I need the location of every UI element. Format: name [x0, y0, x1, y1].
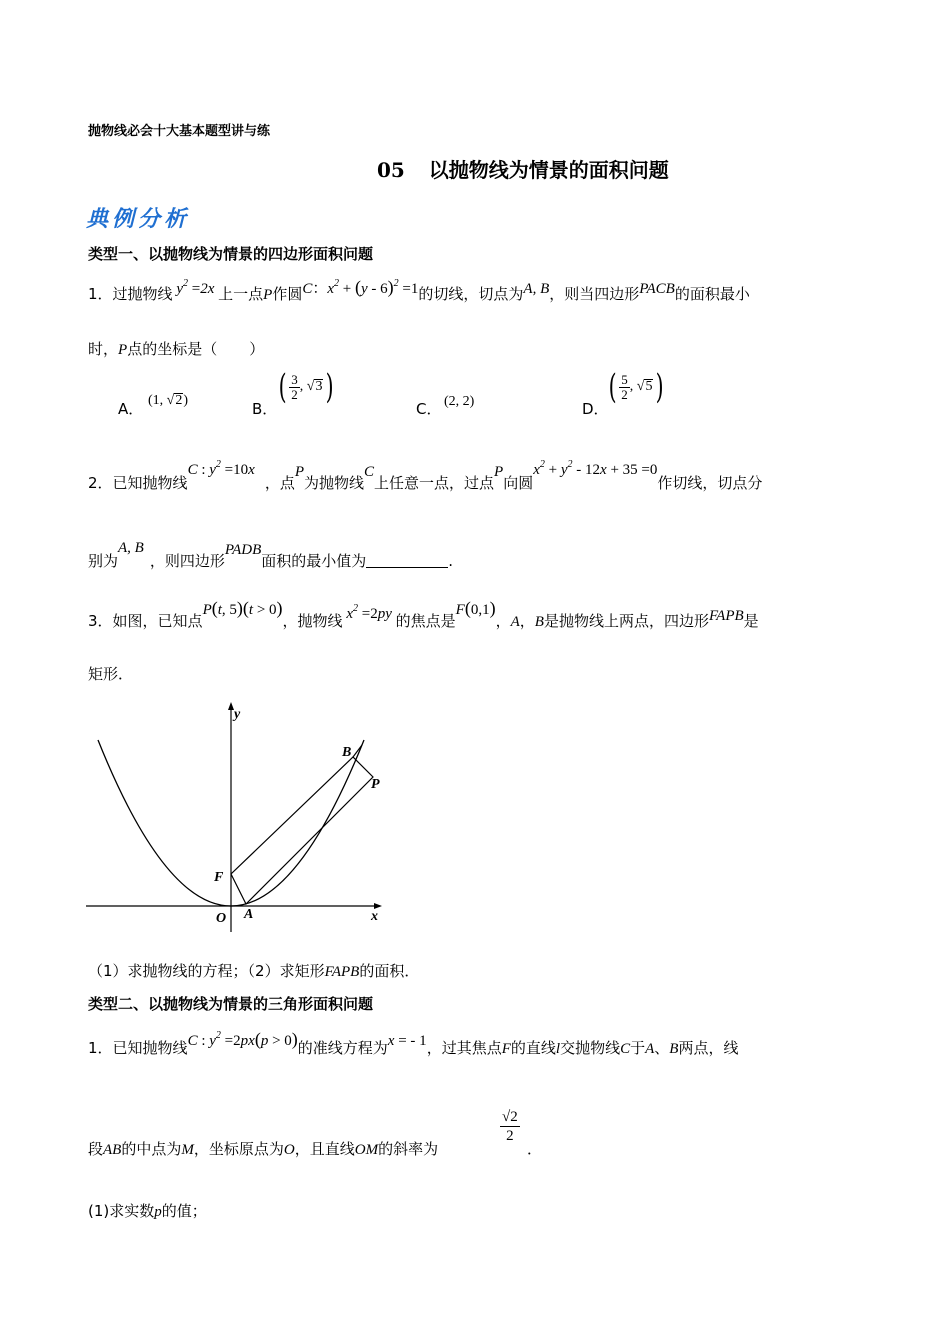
- q-text: 作切线，切点分: [657, 474, 763, 492]
- formula-parabola: C : $y^2 =2px(p > 0)$: [187, 1029, 298, 1049]
- slope-numerator: √2: [502, 1109, 518, 1125]
- type2-q1-line2: [88, 1138, 438, 1159]
- q-text: 的斜率为: [378, 1140, 439, 1158]
- q-text: ，抛物线: [282, 612, 343, 630]
- page-title: [377, 154, 669, 183]
- circle-c: C: [302, 281, 313, 297]
- q-text: 的直线: [510, 1039, 556, 1057]
- parabola-c: C: [620, 1041, 631, 1057]
- line-om: OM: [354, 1142, 379, 1158]
- tangent-points: A, B: [523, 281, 550, 297]
- q-text: ）: [249, 340, 265, 358]
- q-text: ，点: [264, 474, 295, 492]
- q-text: ，过其焦点: [426, 1039, 502, 1057]
- param-p: p: [154, 1204, 162, 1220]
- q-text: 段: [88, 1140, 104, 1158]
- q-text: ：: [312, 279, 328, 297]
- parabola-figure: [84, 700, 394, 940]
- rectangle-fapb: [231, 757, 373, 904]
- point-a: A: [510, 614, 520, 630]
- label-y: y: [234, 707, 241, 722]
- type2-heading: 类型二、以抛物线为情景的三角形面积问题: [88, 995, 374, 1013]
- q-text: ，则当四边形: [549, 285, 640, 303]
- q-text: 为抛物线: [304, 474, 365, 492]
- q-text: 的焦点是: [395, 612, 456, 630]
- formula-parabola: $y^2 =2x$: [172, 278, 219, 297]
- quad-pacb: PACB: [639, 281, 675, 297]
- parabola-c: C: [364, 464, 375, 480]
- point-m: M: [181, 1142, 194, 1158]
- label-p: P: [371, 777, 380, 792]
- q-text: 的面积最小: [674, 285, 750, 303]
- line2-end: ．: [527, 1140, 543, 1158]
- point-p: P: [263, 287, 273, 303]
- q-text: 已知抛物线: [112, 1039, 188, 1057]
- label-x: x: [371, 909, 378, 924]
- label-f: F: [214, 870, 224, 885]
- point-o: O: [283, 1142, 295, 1158]
- option-d[interactable]: [582, 398, 609, 419]
- type1-q2-line1: [88, 459, 763, 493]
- q-text: 上一点: [218, 285, 264, 303]
- type1-q3-line1: [88, 598, 759, 631]
- q-text: 两点，线: [678, 1039, 739, 1057]
- q-text: 是: [743, 612, 759, 630]
- option-b[interactable]: [252, 398, 277, 419]
- formula-focus: F(0,1): [455, 598, 496, 618]
- q-text: 的准线方程为: [297, 1039, 388, 1057]
- formula-parabola: C : $y^2 =10x$: [187, 459, 255, 478]
- q-text: 如图，已知点: [112, 612, 203, 630]
- q-text: 向圆: [503, 474, 534, 492]
- point-a: A: [645, 1041, 655, 1057]
- type1-q1-line2: [88, 338, 264, 359]
- q-text: ，则四边形: [149, 552, 225, 570]
- formula-parabola: $x^2 =2py$: [342, 603, 396, 622]
- option-label: C．: [416, 400, 442, 418]
- q-text: 点的坐标是（: [127, 340, 218, 358]
- point-p: P: [294, 464, 304, 480]
- q-text: 上任意一点，过点: [374, 474, 495, 492]
- type1-q3-line2: 矩形．: [88, 665, 134, 683]
- q-text: 于: [630, 1039, 646, 1057]
- q-text: 面积的最小值为: [261, 552, 367, 570]
- q-text: 的中点为: [121, 1140, 182, 1158]
- point-b: B: [534, 614, 544, 630]
- q-text: (1)求实数: [88, 1202, 155, 1220]
- q-text: 、: [654, 1039, 670, 1057]
- line-l: l: [555, 1041, 561, 1057]
- option-d-value: ( $\frac{5}{2}$ , √5 ): [608, 367, 665, 407]
- type1-q2-line2: [88, 540, 454, 571]
- label-b: B: [342, 745, 352, 760]
- q-text: ，: [519, 612, 535, 630]
- option-label: D．: [582, 400, 609, 418]
- q-text: .: [448, 552, 454, 570]
- q-number: 1．: [88, 285, 113, 303]
- type2-q1-part1: [88, 1200, 207, 1221]
- slope-fraction: [500, 1108, 520, 1145]
- q-number: 3．: [88, 612, 113, 630]
- rect-fapb: FAPB: [324, 964, 360, 980]
- point-p: P: [118, 342, 128, 358]
- q-text: 的面积．: [359, 962, 420, 980]
- point-p: P: [494, 464, 504, 480]
- q-text: 是抛物线上两点，四边形: [543, 612, 709, 630]
- option-a[interactable]: [118, 398, 143, 419]
- q-text: ，坐标原点为: [193, 1140, 284, 1158]
- type1-q1-line1: [88, 277, 750, 304]
- segment-ab: AB: [103, 1142, 122, 1158]
- q-text: 过抛物线: [112, 285, 173, 303]
- formula-circle: $x^2 + y^2 - 12x + 35 =0$: [533, 459, 658, 478]
- q-text: 的值；: [161, 1202, 207, 1220]
- tangent-points: A, B: [118, 540, 144, 556]
- option-label: A．: [118, 400, 144, 418]
- type2-q1-line1: [88, 1029, 739, 1058]
- formula-directrix: x = - 1: [387, 1033, 427, 1049]
- type1-q3-subquestions: [88, 960, 419, 981]
- q-text: 时，: [88, 340, 119, 358]
- q-text: 作圆: [272, 285, 303, 303]
- q-text: 别为: [88, 552, 119, 570]
- formula-circle: $x^2 + (y - 6)^2 =1$: [327, 277, 419, 297]
- title-text: 以抛物线为情景的面积问题: [428, 158, 669, 182]
- formula-point-p: P(t, 5)(t > 0): [202, 598, 283, 618]
- label-o: O: [216, 911, 227, 926]
- series-title: 抛物线必会十大基本题型讲与练: [88, 124, 271, 139]
- slope-denominator: 2: [506, 1128, 514, 1144]
- q-text: 的切线，切点为: [418, 285, 524, 303]
- option-a-value: (1, √2): [148, 393, 189, 408]
- answer-blank[interactable]: [366, 553, 448, 568]
- section-heading: 典例分析: [86, 207, 191, 232]
- quad-padb: PADB: [224, 542, 262, 558]
- type1-heading: 类型一、以抛物线为情景的四边形面积问题: [88, 245, 374, 263]
- focus-f: F: [501, 1041, 511, 1057]
- option-c-value: (2, 2): [444, 394, 475, 409]
- q-text: ，且直线: [294, 1140, 355, 1158]
- label-a: A: [244, 907, 254, 922]
- q-number: 1．: [88, 1039, 113, 1057]
- option-label: B．: [252, 400, 278, 418]
- title-number: 05: [377, 158, 405, 182]
- q-text: （1）求抛物线的方程；（2）求矩形: [88, 962, 325, 980]
- rect-fapb: FAPB: [708, 608, 744, 624]
- q-text: ，: [495, 612, 511, 630]
- option-c[interactable]: [416, 398, 441, 419]
- q-number: 2．: [88, 474, 113, 492]
- point-b: B: [669, 1041, 679, 1057]
- q-text: 交抛物线: [560, 1039, 621, 1057]
- option-b-value: ( $\frac{3}{2}$ , √3 ): [278, 367, 335, 407]
- q-text: 已知抛物线: [112, 474, 188, 492]
